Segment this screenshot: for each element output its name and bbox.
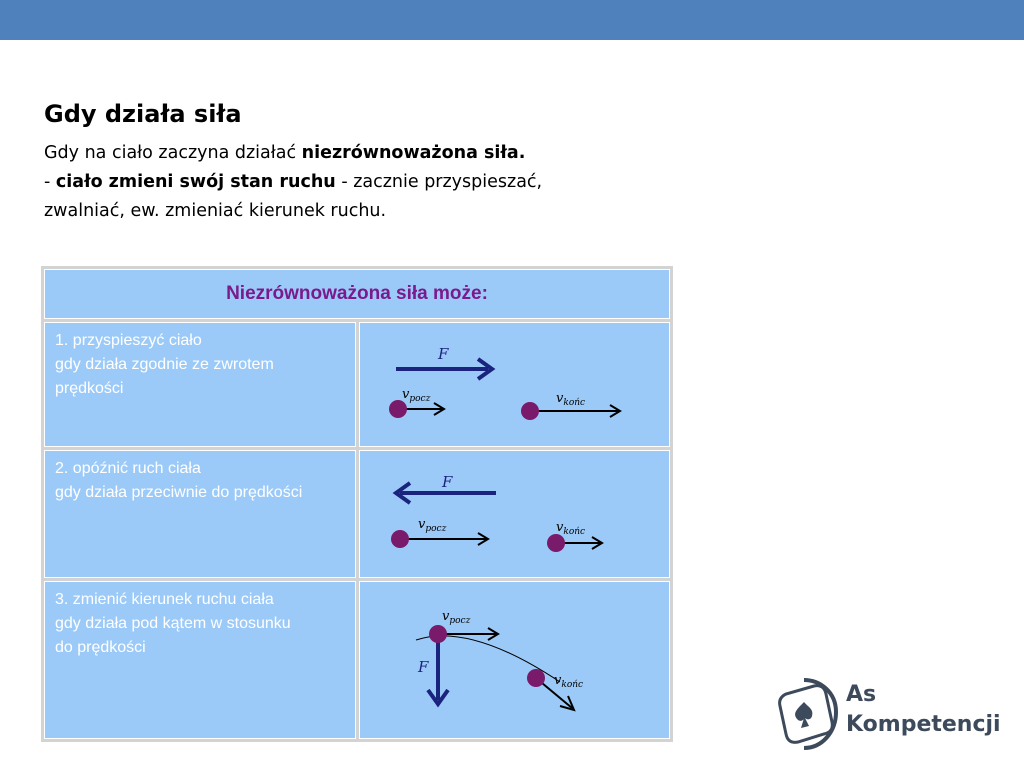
row-text-line: gdy działa pod kątem w stosunku [55,615,291,632]
change-direction-diagram-svg [360,582,644,738]
force-label: F [437,345,448,363]
row-description [44,581,356,739]
top-bar [0,0,1024,40]
table-row [44,450,670,578]
intro-line-2-bold: ciało zmieni swój stan ruchu [55,172,336,192]
row-text-line: gdy działa zgodnie ze zwrotem [55,356,274,373]
spade-card-icon [770,676,842,752]
row-text-line: 1. przyspieszyć ciało [55,332,202,349]
velocity-label: $v_{końc}$ [555,391,585,408]
velocity-label: $v_{pocz}$ [401,387,430,404]
intro-line-1-plain: Gdy na ciało zaczyna działać [44,143,302,163]
ball [391,530,409,548]
table-row [44,581,670,739]
force-label: F [441,473,452,491]
ball [527,669,545,687]
change-direction-diagram [359,581,671,739]
intro-line-3: zwalniać, ew. zmieniać kierunek ruchu. [44,201,387,221]
velocity-label: $v_{końc}$ [553,673,583,690]
row-description [44,322,356,447]
logo-text [846,680,1001,740]
intro-line-1-bold: niezrównoważona siła. [301,143,526,163]
row-text-line: gdy działa przeciwnie do prędkości [55,484,303,501]
table-header: Niezrównoważona siła może: [44,269,670,319]
accelerate-diagram [359,322,671,447]
slide-title: Gdy działa siła [44,100,242,128]
forces-table [41,266,673,742]
decelerate-diagram-svg [360,451,644,577]
velocity-label: $v_{pocz}$ [441,609,470,626]
ball [547,534,565,552]
row-text-line: 2. opóźnić ruch ciała [55,460,201,477]
row-text-line: do prędkości [55,639,146,656]
logo-line-2: Kompetencji [846,712,1001,737]
force-label: F [417,658,428,676]
ball [521,402,539,420]
row-text-line: prędkości [55,380,124,397]
intro-line-2 [44,168,644,197]
intro-line-1 [44,139,644,168]
intro-line-2-dash: - [44,172,56,192]
row-text-line: 3. zmienić kierunek ruchu ciała [55,591,274,608]
ball [429,625,447,643]
decelerate-diagram [359,450,671,578]
row-description [44,450,356,578]
ball [389,400,407,418]
table-row [44,322,670,447]
velocity-label: $v_{końc}$ [555,520,585,537]
accelerate-diagram-svg [360,323,644,446]
logo-line-1: As [846,682,877,707]
as-kompetencji-logo [770,676,1010,756]
intro-paragraph [44,139,644,226]
intro-line-2-rest: - zacznie przyspieszać, [335,172,543,192]
velocity-label: $v_{pocz}$ [417,517,446,534]
